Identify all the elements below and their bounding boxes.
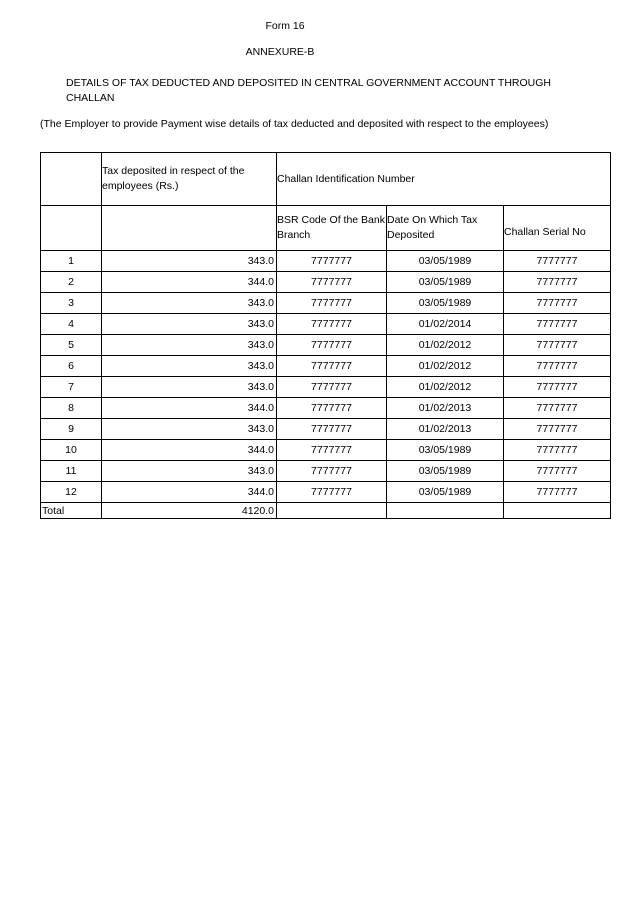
tax-cell: 343.0 [102,377,277,398]
sno-header-cell [41,153,102,206]
total-row [41,503,611,519]
serial-cell: 7777777 [504,419,611,440]
table-row [41,440,611,461]
date-cell: 01/02/2012 [387,335,504,356]
deposit-date-header: Date On Which Tax Deposited [387,206,504,251]
sno-cell: 3 [41,293,102,314]
sno-cell: 1 [41,251,102,272]
serial-cell: 7777777 [504,461,611,482]
serial-cell: 7777777 [504,398,611,419]
serial-cell: 7777777 [504,377,611,398]
serial-cell: 7777777 [504,482,611,503]
bsr-cell: 7777777 [277,314,387,335]
table-row [41,335,611,356]
date-cell: 03/05/1989 [387,251,504,272]
bsr-cell: 7777777 [277,461,387,482]
sno-cell: 10 [41,440,102,461]
bsr-cell: 7777777 [277,335,387,356]
serial-cell: 7777777 [504,335,611,356]
challan-identification-header: Challan Identification Number [277,153,611,206]
challan-serial-header: Challan Serial No [504,206,611,251]
serial-cell: 7777777 [504,440,611,461]
empty-header-cell [102,206,277,251]
bsr-code-header: BSR Code Of the Bank Branch [277,206,387,251]
serial-cell: 7777777 [504,314,611,335]
bsr-cell: 7777777 [277,251,387,272]
sno-cell: 5 [41,335,102,356]
sno-cell: 6 [41,356,102,377]
total-value: 4120.0 [102,503,277,519]
date-cell: 03/05/1989 [387,440,504,461]
date-cell: 01/02/2013 [387,419,504,440]
date-cell: 01/02/2012 [387,377,504,398]
sno-cell: 8 [41,398,102,419]
sno-cell: 9 [41,419,102,440]
sno-cell: 11 [41,461,102,482]
sno-cell: 7 [41,377,102,398]
challan-table [40,152,611,519]
sno-cell: 12 [41,482,102,503]
empty-cell [277,503,387,519]
table-row [41,356,611,377]
tax-cell: 344.0 [102,272,277,293]
date-cell: 03/05/1989 [387,272,504,293]
table-row [41,398,611,419]
sno-cell: 4 [41,314,102,335]
table-row [41,461,611,482]
date-cell: 03/05/1989 [387,461,504,482]
tax-deposited-header: Tax deposited in respect of the employees (Rs.) [102,153,277,206]
tax-cell: 344.0 [102,440,277,461]
table-row [41,272,611,293]
empty-header-cell [41,206,102,251]
tax-cell: 343.0 [102,335,277,356]
tax-cell: 344.0 [102,398,277,419]
tax-cell: 343.0 [102,356,277,377]
employer-note: (The Employer to provide Payment wise details of tax deducted and deposited with respect to the employees) [40,118,549,130]
details-heading: DETAILS OF TAX DEDUCTED AND DEPOSITED IN CENTRAL GOVERNMENT ACCOUNT THROUGH CHALLAN [66,77,552,104]
form-title: Form 16 [265,20,305,32]
header-row-2 [41,206,611,251]
date-cell: 01/02/2012 [387,356,504,377]
bsr-cell: 7777777 [277,398,387,419]
bsr-cell: 7777777 [277,293,387,314]
bsr-cell: 7777777 [277,440,387,461]
total-label: Total [41,503,102,519]
tax-cell: 343.0 [102,419,277,440]
bsr-cell: 7777777 [277,482,387,503]
bsr-cell: 7777777 [277,272,387,293]
serial-cell: 7777777 [504,272,611,293]
table-row [41,251,611,272]
table-row [41,314,611,335]
bsr-cell: 7777777 [277,419,387,440]
table-row [41,419,611,440]
bsr-cell: 7777777 [277,377,387,398]
empty-cell [387,503,504,519]
tax-cell: 343.0 [102,251,277,272]
serial-cell: 7777777 [504,293,611,314]
serial-cell: 7777777 [504,356,611,377]
bsr-cell: 7777777 [277,356,387,377]
date-cell: 03/05/1989 [387,293,504,314]
date-cell: 03/05/1989 [387,482,504,503]
empty-cell [504,503,611,519]
serial-cell: 7777777 [504,251,611,272]
table-row [41,293,611,314]
tax-cell: 343.0 [102,314,277,335]
sno-cell: 2 [41,272,102,293]
table-row [41,377,611,398]
annexure-title: ANNEXURE-B [245,46,315,58]
table-row [41,482,611,503]
header-row-1 [41,153,611,206]
date-cell: 01/02/2014 [387,314,504,335]
date-cell: 01/02/2013 [387,398,504,419]
tax-cell: 343.0 [102,461,277,482]
tax-cell: 343.0 [102,293,277,314]
tax-cell: 344.0 [102,482,277,503]
